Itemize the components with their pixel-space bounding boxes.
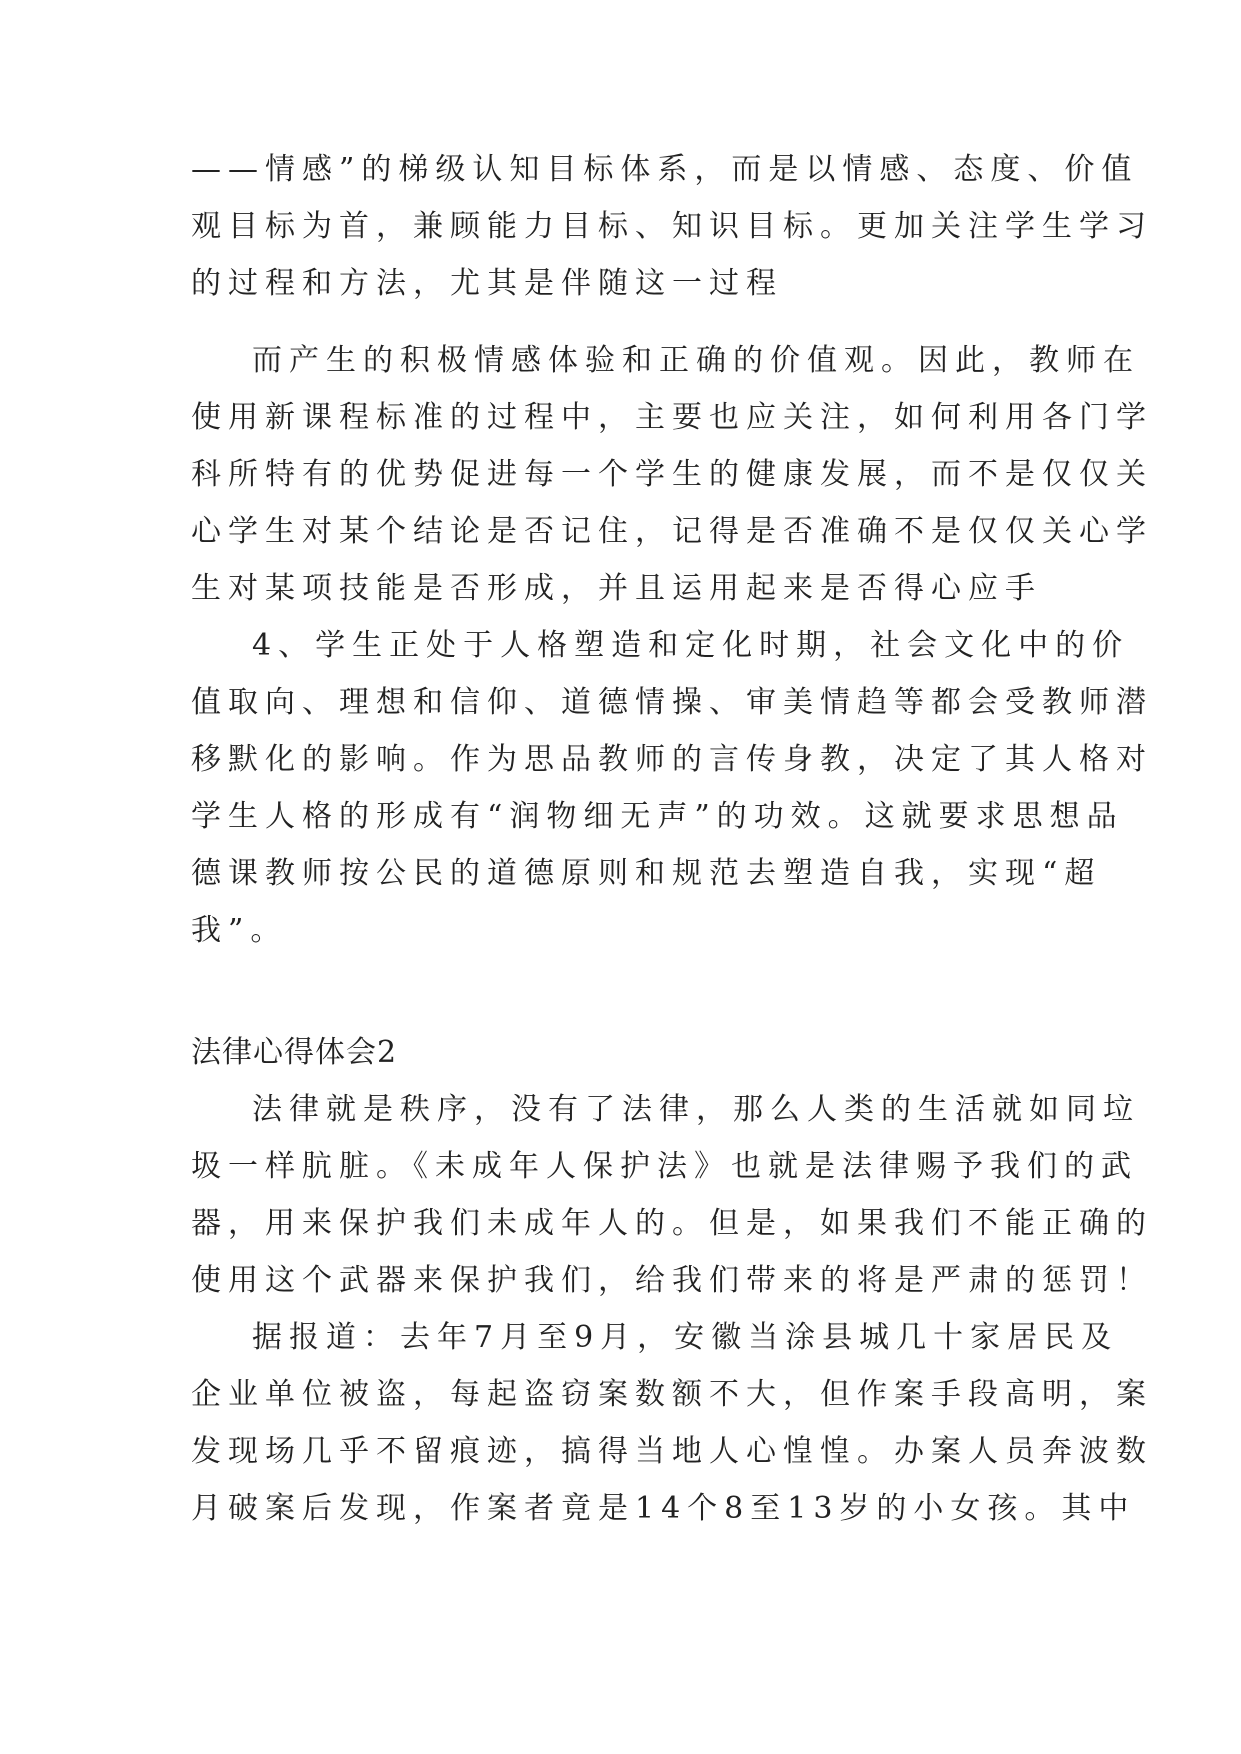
text-line: 我”。 bbox=[191, 913, 288, 948]
text-line: 4、学生正处于人格塑造和定化时期，社会文化中的价 bbox=[252, 628, 1130, 663]
text-line: 圾一样肮脏。《未成年人保护法》也就是法律赐予我们的武 bbox=[191, 1149, 1138, 1184]
text-line: 生对某项技能是否形成，并且运用起来是否得心应手 bbox=[191, 571, 1042, 606]
text-line: 心学生对某个结论是否记住，记得是否准确不是仅仅关心学 bbox=[191, 514, 1153, 549]
text-line: 月破案后发现，作案者竟是14个8至13岁的小女孩。其中 bbox=[191, 1491, 1136, 1526]
text-line: 企业单位被盗，每起盗窃案数额不大，但作案手段高明，案 bbox=[191, 1377, 1153, 1412]
text-line: 而产生的积极情感体验和正确的价值观。因此，教师在 bbox=[252, 343, 1140, 378]
text-line: 据报道：去年7月至9月，安徽当涂县城几十家居民及 bbox=[252, 1320, 1119, 1355]
text-line: 使用新课程标准的过程中，主要也应关注，如何利用各门学 bbox=[191, 400, 1153, 435]
text-line: 器，用来保护我们未成年人的。但是，如果我们不能正确的 bbox=[191, 1206, 1153, 1241]
text-line: 使用这个武器来保护我们，给我们带来的将是严肃的惩罚！ bbox=[191, 1263, 1153, 1298]
text-line: 的过程和方法，尤其是伴随这一过程 bbox=[191, 266, 783, 301]
text-line: 法律就是秩序，没有了法律，那么人类的生活就如同垃 bbox=[252, 1092, 1140, 1127]
text-line: 值取向、理想和信仰、道德情操、审美情趋等都会受教师潜 bbox=[191, 685, 1153, 720]
text-line: 移默化的影响。作为思品教师的言传身教，决定了其人格对 bbox=[191, 742, 1153, 777]
section-heading: 法律心得体会2 bbox=[191, 1035, 398, 1070]
text-line: 德课教师按公民的道德原则和规范去塑造自我，实现“超 bbox=[191, 856, 1102, 891]
text-line: 科所特有的优势促进每一个学生的健康发展，而不是仅仅关 bbox=[191, 457, 1153, 492]
text-line: 发现场几乎不留痕迹，搞得当地人心惶惶。办案人员奔波数 bbox=[191, 1434, 1153, 1469]
text-line: 观目标为首，兼顾能力目标、知识目标。更加关注学生学习 bbox=[191, 209, 1153, 244]
text-line: 学生人格的形成有“润物细无声”的功效。这就要求思想品 bbox=[191, 799, 1124, 834]
text-line: ——情感”的梯级认知目标体系，而是以情感、态度、价值 bbox=[191, 152, 1139, 187]
